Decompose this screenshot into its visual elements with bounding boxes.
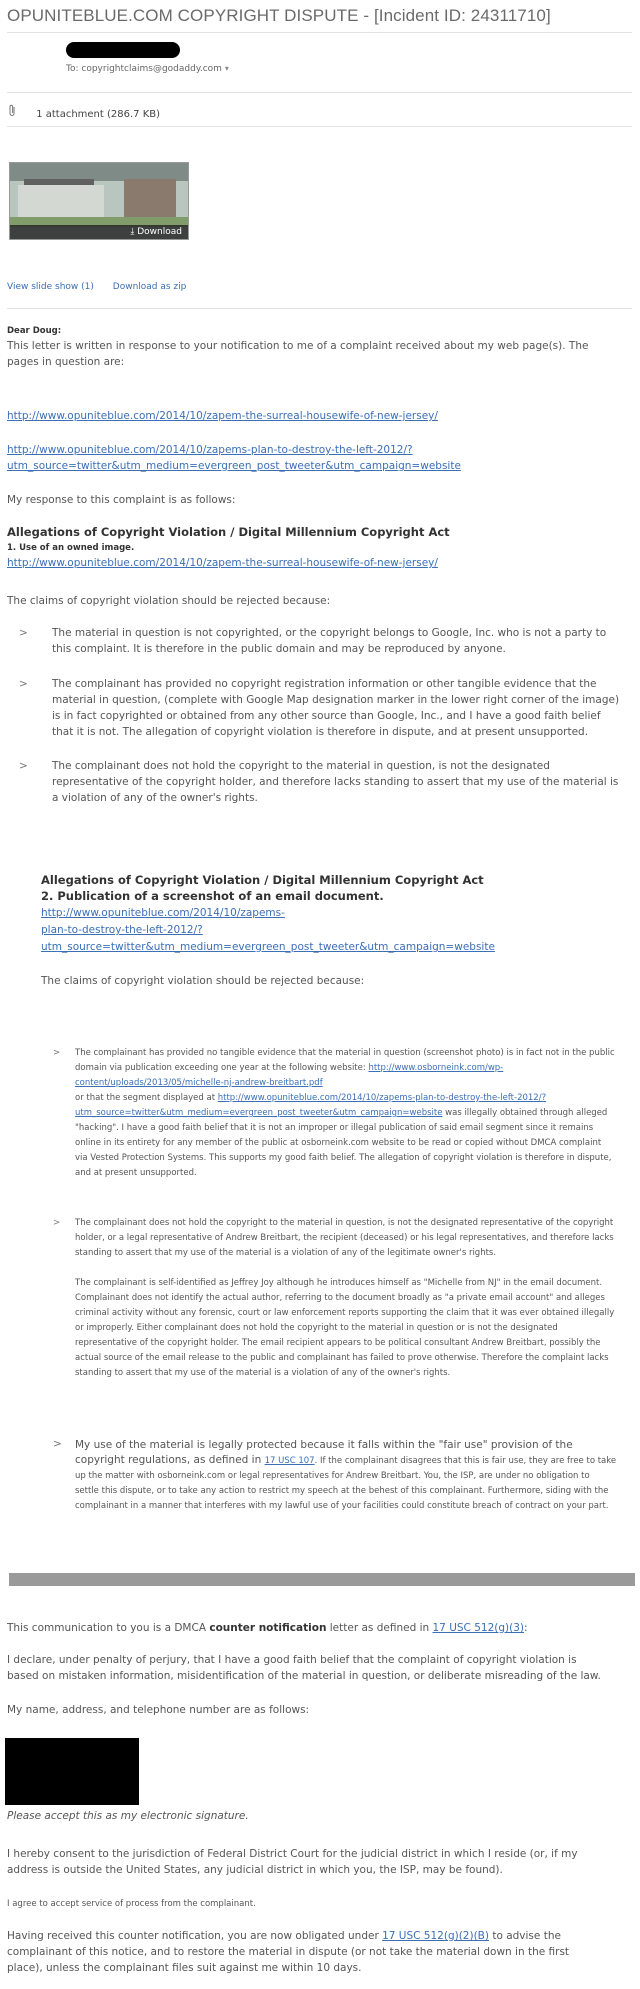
bullet-line: or improperly. Either complainant does not hold the copyright to the material in question or is not the designated bbox=[75, 1323, 558, 1333]
body-divider bbox=[7, 308, 632, 309]
declaration-line: I declare, under penalty of perjury, that I have a good faith belief that the complaint of copyright violation is bbox=[7, 1654, 577, 1666]
bullet-line: Complainant does not identify the actual author, referring to the document broadly as "a private email account" and alleges bbox=[75, 1293, 605, 1303]
page-url-1-link[interactable]: http://www.opuniteblue.com/2014/10/zapem-the-surreal-housewife-of-new-jersey/ bbox=[7, 410, 438, 422]
section-separator-bar bbox=[9, 1573, 635, 1586]
bullet-marker: > bbox=[19, 627, 28, 639]
service-of-process: I agree to accept service of process from the complainant. bbox=[7, 1899, 256, 1909]
section-2-bullet-3 bbox=[53, 1437, 635, 1527]
section-1-url bbox=[7, 555, 627, 571]
thumbnail-house-left bbox=[18, 185, 104, 219]
bullet-line: this complaint. It is therefore in the public domain and may be reproduced by anyone. bbox=[52, 643, 506, 655]
section-1-bullet-3 bbox=[19, 758, 629, 808]
bullet-line: complainant in a manner that interferes with my lawful use of your facilities could constitute breach of contract on your part. bbox=[75, 1501, 609, 1511]
page-url-2-line1: http://www.opuniteblue.com/2014/10/zapems-plan-to-destroy-the-left-2012/? bbox=[7, 444, 413, 456]
bullet-line: material in question, (complete with Google Map designation marker in the lower right corner of the image) bbox=[52, 694, 620, 706]
url-part: plan-to-destroy-the-left-2012/? bbox=[41, 924, 203, 936]
usc-107-link[interactable]: 17 USC 107 bbox=[264, 1456, 315, 1466]
obligation-line bbox=[7, 1928, 627, 1944]
section-1-subheading: 1. Use of an owned image. bbox=[7, 543, 135, 553]
url-part: http://www.opuniteblue.com/2014/10/zapems- bbox=[41, 907, 285, 919]
bullet-line: The complainant is self-identified as Jeffrey Joy although he introduces himself as "Michelle from NJ" in the email document. bbox=[75, 1278, 603, 1288]
bullet-line: "hacking". I have a good faith belief that it is not an improper or illegal publication of said email segment since it remains bbox=[75, 1123, 594, 1133]
bullet-line: and at present unsupported. bbox=[75, 1168, 197, 1178]
header-divider bbox=[7, 32, 632, 33]
bullet-line bbox=[75, 1061, 635, 1076]
section-1-reject: The claims of copyright violation should be rejected because: bbox=[7, 595, 331, 607]
recipient-line bbox=[66, 64, 229, 74]
bullet-line: actual source of the email release to the public and complainant has failed to prove otherwise. Therefore the complaint lacks bbox=[75, 1353, 609, 1363]
bullet-line: standing to assert that my use of the material is a violation of any of the owner's rights. bbox=[75, 1368, 451, 1378]
osborneink-link-cont[interactable]: content/uploads/2013/05/michelle-nj-andrew-breitbart.pdf bbox=[75, 1078, 323, 1088]
counter-text: letter as defined in bbox=[326, 1622, 433, 1634]
section-2-bullet-1 bbox=[53, 1046, 635, 1196]
consent-paragraph bbox=[7, 1846, 627, 1878]
section-2-subheading-block bbox=[41, 888, 631, 955]
bullet-line bbox=[75, 1076, 635, 1091]
osborneink-link[interactable]: http://www.osborneink.com/wp- bbox=[368, 1063, 504, 1073]
redacted-contact-info bbox=[5, 1738, 139, 1805]
attachment-thumbnail[interactable] bbox=[9, 162, 189, 240]
attachment-row bbox=[7, 104, 160, 120]
bullet-text: copyright regulations, as defined in bbox=[75, 1454, 265, 1466]
bullet-line: criminal activity without any forensic, court or law enforcement reports supporting the claim that it was ever obtained illegally bbox=[75, 1308, 615, 1318]
response-intro: My response to this complaint is as follows: bbox=[7, 494, 236, 506]
attachment-actions bbox=[7, 282, 202, 292]
url-1 bbox=[7, 408, 627, 424]
opuniteblue-link[interactable]: http://www.opuniteblue.com/2014/10/zapems-plan-to-destroy-the-left-2012/? bbox=[217, 1093, 547, 1103]
counter-notice-line bbox=[7, 1620, 627, 1636]
paperclip-icon bbox=[7, 104, 19, 120]
bullet-line: that it is not. The allegation of copyright violation is therefore in dispute, and at present unsupported. bbox=[52, 726, 589, 738]
bullet-line: standing to assert that my use of the material is a violation of any of the legitimate owner's rights. bbox=[75, 1248, 497, 1258]
consent-line: I hereby consent to the jurisdiction of Federal District Court for the judicial district in which I reside (or, if my bbox=[7, 1848, 578, 1860]
download-label: Download bbox=[137, 227, 182, 237]
counter-text: : bbox=[524, 1622, 528, 1634]
thumbnail-house-right bbox=[124, 179, 176, 219]
bullet-line: a violation of any of the owner's rights. bbox=[52, 792, 258, 804]
redacted-sender bbox=[66, 42, 180, 58]
attachment-count: 1 attachment (286.7 KB) bbox=[36, 109, 161, 120]
bullet-marker: > bbox=[19, 678, 28, 690]
chevron-down-icon[interactable]: ▾ bbox=[224, 64, 229, 73]
to-label: To: bbox=[66, 64, 79, 74]
bullet-marker: > bbox=[19, 760, 28, 772]
counter-text: This communication to you is a DMCA bbox=[7, 1622, 210, 1634]
bullet-line: The complainant does not hold the copyright to the material in question, is not the designated representative of the copyright bbox=[75, 1218, 614, 1228]
bullet-line: via Vested Protection Systems. This supports my good faith belief. The allegation of copyright violation is therefore in dispute, bbox=[75, 1153, 612, 1163]
bullet-line: The material in question is not copyrighted, or the copyright belongs to Google, Inc. who is not a party to bbox=[52, 627, 607, 639]
page-url-2-link[interactable] bbox=[7, 444, 461, 472]
bullet-line: My use of the material is legally protected because it falls within the "fair use" provision of the bbox=[75, 1439, 573, 1451]
bullet-marker: > bbox=[53, 1438, 62, 1450]
consent-line: address is outside the United States, any judicial district in which you, the ISP, may be found). bbox=[7, 1864, 503, 1876]
bullet-line: The complainant has provided no tangible evidence that the material in question (screenshot photo) is in fact not in the public bbox=[75, 1048, 615, 1058]
intro-paragraph: This letter is written in response to your notification to me of a complaint received about my web page(s). The pages in question are: bbox=[7, 340, 589, 368]
bullet-line: The complainant has provided no copyright registration information or other tangible evidence that the bbox=[52, 678, 597, 690]
bullet-text: or that the segment displayed at bbox=[75, 1093, 216, 1103]
signature-note: Please accept this as my electronic signature. bbox=[7, 1810, 249, 1822]
declaration bbox=[7, 1652, 627, 1684]
bullet-line: representative of the copyright holder. The email recipient appears to be political consultant Andrew Breitbart, possibly the bbox=[75, 1338, 601, 1348]
opuniteblue-link-cont[interactable]: utm_source=twitter&utm_medium=evergreen_post_tweeter&utm_campaign=website bbox=[75, 1108, 443, 1118]
section-1-bullet-2 bbox=[19, 676, 629, 742]
recipient-divider bbox=[7, 92, 632, 93]
recipient-address: copyrightclaims@godaddy.com bbox=[81, 64, 222, 74]
section-2-reject: The claims of copyright violation should be rejected because: bbox=[41, 975, 365, 987]
obligation-text: to advise the bbox=[488, 1930, 561, 1942]
url-2 bbox=[7, 442, 627, 474]
bullet-text: . If the complainant disagrees that this is fair use, they are free to take bbox=[314, 1456, 617, 1466]
bullet-text: domain via publication exceeding one year at the following website: bbox=[75, 1063, 366, 1073]
attachment-divider bbox=[7, 126, 632, 127]
bullet-line: settle this dispute, or to take any action to restrict my speech at the behest of this complainant. Furthermore, siding with the bbox=[75, 1486, 609, 1496]
download-icon: ⤓ bbox=[130, 227, 135, 237]
bullet-line: is in fact copyrighted or obtained from any other source than Google, Inc., and I have a good faith belief bbox=[52, 710, 601, 722]
bullet-line bbox=[75, 1106, 635, 1121]
bullet-line: representative of the copyright holder, and therefore lacks standing to assert that my use of the material is bbox=[52, 776, 619, 788]
usc-512g3-link[interactable]: 17 USC 512(g)(3) bbox=[432, 1622, 524, 1634]
bullet-line bbox=[75, 1091, 635, 1106]
obligation-text: Having received this counter notification, you are now obligated under bbox=[7, 1930, 383, 1942]
declaration-line: based on mistaken information, misidentification of the material in question, or deliberate misreading of the law. bbox=[7, 1670, 601, 1682]
section-2-heading: Allegations of Copyright Violation / Digital Millennium Copyright Act bbox=[41, 873, 484, 887]
bullet-text: was illegally obtained through alleged bbox=[442, 1108, 608, 1118]
obligation-line: place), unless the complainant files suit against me within 10 days. bbox=[7, 1962, 362, 1974]
section-2-subheading: 2. Publication of a screenshot of an email document. bbox=[41, 889, 384, 903]
obligation-paragraph bbox=[7, 1928, 627, 1976]
download-zip-link[interactable]: Download as zip bbox=[112, 282, 187, 292]
section-2-bullet-2 bbox=[53, 1216, 635, 1406]
section-1-heading: Allegations of Copyright Violation / Digital Millennium Copyright Act bbox=[7, 525, 450, 539]
usc-512g2b-link[interactable]: 17 USC 512(g)(2)(B) bbox=[382, 1930, 489, 1942]
bullet-marker: > bbox=[53, 1048, 61, 1058]
page-url-2-line2: utm_source=twitter&utm_medium=evergreen_post_tweeter&utm_campaign=website bbox=[7, 460, 461, 472]
email-subject: OPUNITEBLUE.COM COPYRIGHT DISPUTE - [Incident ID: 24311710] bbox=[7, 6, 551, 25]
view-slideshow-link[interactable]: View slide show (1) bbox=[7, 282, 94, 292]
bullet-line: up the matter with osborneink.com or legal representatives for Andrew Breitbart. You, the ISP, are under no obligation to bbox=[75, 1471, 590, 1481]
section-2-url-link[interactable] bbox=[41, 907, 495, 953]
section-1-url-link[interactable]: http://www.opuniteblue.com/2014/10/zapem-the-surreal-housewife-of-new-jersey/ bbox=[7, 557, 438, 569]
url-part: utm_source=twitter&utm_medium=evergreen_post_tweeter&utm_campaign=website bbox=[41, 941, 495, 953]
obligation-line: complainant of this notice, and to restore the material in dispute (or not take the material down in the first bbox=[7, 1946, 570, 1958]
download-button[interactable] bbox=[10, 225, 188, 239]
bullet-line: The complainant does not hold the copyright to the material in question, is not the designated bbox=[52, 760, 550, 772]
salutation: Dear Doug: bbox=[7, 326, 62, 336]
spacer bbox=[75, 1261, 635, 1276]
bullet-line: online in its entirety for any member of the public at osborneink.com website to be read or copied without DMCA complaint bbox=[75, 1138, 602, 1148]
section-1-bullet-1 bbox=[19, 625, 629, 659]
name-address-intro: My name, address, and telephone number are as follows: bbox=[7, 1704, 310, 1716]
bullet-marker: > bbox=[53, 1218, 61, 1228]
bullet-line bbox=[75, 1453, 635, 1469]
bullet-line: holder, or a legal representative of Andrew Breitbart, the recipient (deceased) or his legal representatives, and therefore lacks bbox=[75, 1233, 614, 1243]
counter-text-bold: counter notification bbox=[209, 1622, 327, 1634]
